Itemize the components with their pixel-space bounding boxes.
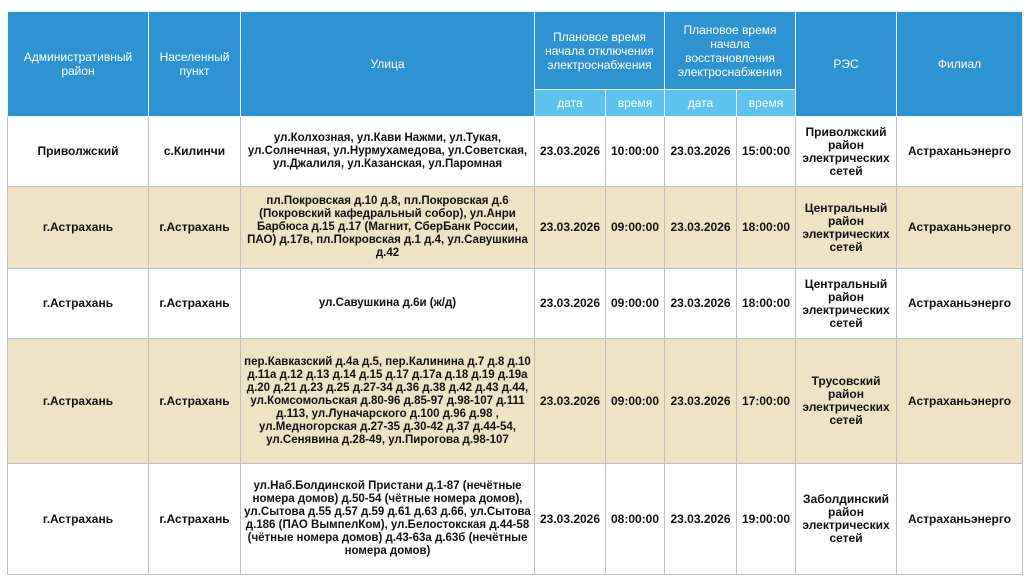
header-district: Административный район — [8, 12, 149, 117]
cell-district: г.Астрахань — [8, 269, 149, 339]
cell-off-date: 23.03.2026 — [535, 464, 606, 575]
cell-branch: Астраханьэнерго — [897, 117, 1023, 187]
cell-off-date: 23.03.2026 — [535, 187, 606, 269]
cell-settlement: г.Астрахань — [149, 187, 241, 269]
cell-settlement: г.Астрахань — [149, 464, 241, 575]
cell-district: г.Астрахань — [8, 339, 149, 464]
cell-street: ул.Савушкина д.6и (ж/д) — [241, 269, 535, 339]
cell-district: г.Астрахань — [8, 464, 149, 575]
cell-on-time: 18:00:00 — [737, 187, 796, 269]
cell-district: Приволжский — [8, 117, 149, 187]
cell-branch: Астраханьэнерго — [897, 464, 1023, 575]
cell-off-time: 09:00:00 — [606, 269, 665, 339]
cell-street: пл.Покровская д.10 д.8, пл.Покровская д.6 (Покровский кафедральный собор), ул.Анри Барбюса д.15 д.17 (Магнит, СберБанк России, ПАО) д.17в, пл.Покровская д.1 д.4, ул.Савушкина д.42 — [241, 187, 535, 269]
cell-res: Трусовский район электрических сетей — [796, 339, 897, 464]
cell-res: Приволжский район электрических сетей — [796, 117, 897, 187]
cell-street: ул.Наб.Болдинской Пристани д.1-87 (нечётные номера домов) д.50-54 (чётные номера домов), ул.Сытова д.55 д.57 д.59 д.61 д.63 д.66, ул.Сытова д.186 (ПАО ВымпелКом), ул.Белостокская д.44-58 (чётные номера домов) д.43-63а д.63б (нечётные номера домов) — [241, 464, 535, 575]
cell-branch: Астраханьэнерго — [897, 187, 1023, 269]
cell-on-date: 23.03.2026 — [665, 464, 737, 575]
table-row — [8, 269, 1023, 339]
cell-res: Центральный район электрических сетей — [796, 187, 897, 269]
table-row — [8, 187, 1023, 269]
cell-res: Центральный район электрических сетей — [796, 269, 897, 339]
cell-on-time: 18:00:00 — [737, 269, 796, 339]
cell-on-date: 23.03.2026 — [665, 339, 737, 464]
table-body — [8, 117, 1023, 575]
cell-settlement: г.Астрахань — [149, 269, 241, 339]
table-row — [8, 464, 1023, 575]
cell-on-time: 15:00:00 — [737, 117, 796, 187]
cell-on-date: 23.03.2026 — [665, 117, 737, 187]
cell-off-time: 09:00:00 — [606, 339, 665, 464]
cell-off-date: 23.03.2026 — [535, 269, 606, 339]
cell-off-time: 09:00:00 — [606, 187, 665, 269]
header-branch: Филиал — [897, 12, 1023, 117]
cell-street: ул.Колхозная, ул.Кави Нажми, ул.Тукая, ул.Солнечная, ул.Нурмухамедова, ул.Советская, ул.Джалиля, ул.Казанская, ул.Паромная — [241, 117, 535, 187]
subheader-off-time: время — [606, 90, 665, 117]
cell-on-time: 17:00:00 — [737, 339, 796, 464]
cell-on-date: 23.03.2026 — [665, 269, 737, 339]
table-row — [8, 117, 1023, 187]
header-planned-off: Плановое время начала отключения электроснабжения — [535, 12, 665, 90]
header-street: Улица — [241, 12, 535, 117]
table-row — [8, 339, 1023, 464]
subheader-off-date: дата — [535, 90, 606, 117]
header-res: РЭС — [796, 12, 897, 117]
header-planned-on: Плановое время начала восстановления электроснабжения — [665, 12, 796, 90]
cell-off-time: 08:00:00 — [606, 464, 665, 575]
subheader-on-date: дата — [665, 90, 737, 117]
table-header — [8, 12, 1023, 117]
cell-street: пер.Кавказский д.4а д.5, пер.Калинина д.7 д.8 д.10 д.11а д.12 д.13 д.14 д.15 д.17 д.17а д.18 д.19 д.19а д.20 д.21 д.23 д.25 д.27-34 д.36 д.38 д.42 д.43 д.44, ул.Комсомольская д.80-96 д.85-97 д.98-107 д.111 д.113, ул.Луначарского д.100 д.96 д.98 , ул.Медногорская д.27-35 д.30-42 д.37 д.44-54, ул.Сенявина д.28-49, ул.Пирогова д.98-107 — [241, 339, 535, 464]
cell-res: Заболдинский район электрических сетей — [796, 464, 897, 575]
cell-off-date: 23.03.2026 — [535, 339, 606, 464]
cell-off-date: 23.03.2026 — [535, 117, 606, 187]
cell-branch: Астраханьэнерго — [897, 269, 1023, 339]
subheader-on-time: время — [737, 90, 796, 117]
cell-settlement: г.Астрахань — [149, 339, 241, 464]
cell-on-time: 19:00:00 — [737, 464, 796, 575]
outage-table — [7, 11, 1023, 575]
header-settlement: Населенный пункт — [149, 12, 241, 117]
cell-settlement: с.Килинчи — [149, 117, 241, 187]
cell-district: г.Астрахань — [8, 187, 149, 269]
cell-branch: Астраханьэнерго — [897, 339, 1023, 464]
cell-on-date: 23.03.2026 — [665, 187, 737, 269]
cell-off-time: 10:00:00 — [606, 117, 665, 187]
